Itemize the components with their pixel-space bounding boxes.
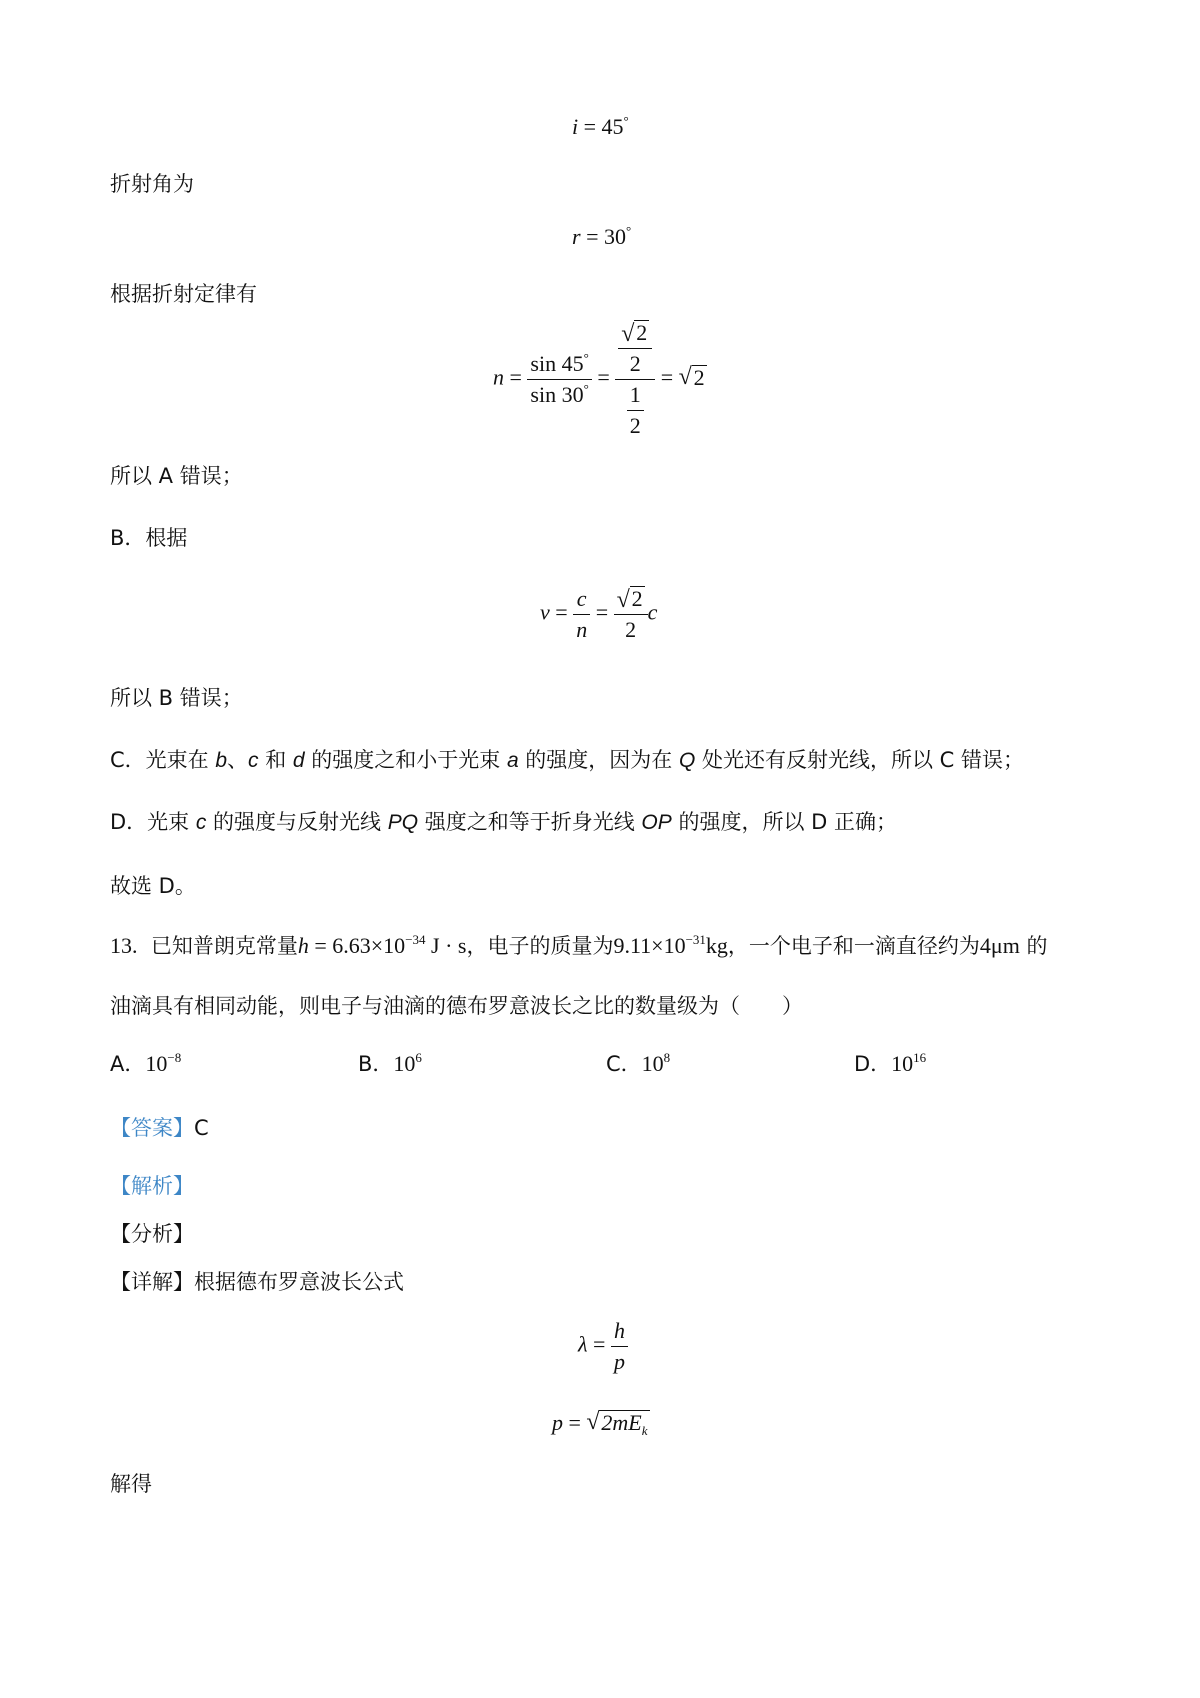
equation-refraction-angle: r = 30° [572, 223, 632, 249]
sqrt-symbol: √ 2 [678, 363, 705, 390]
fraction-one-half: $\frac{1}{2}$ [627, 380, 644, 441]
text-option-c-analysis: C．光束在 b、c 和 d 的强度之和小于光束 a 的强度，因为在 Q 处光还有反射光线，所以 C 错误； [110, 748, 1025, 772]
text-a-wrong: 所以 A 错误； [110, 464, 243, 488]
text-choose-d: 故选 D。 [110, 874, 196, 898]
sqrt-symbol: √ $2mE_k$ [586, 1409, 648, 1438]
question-13-line-2: 油滴具有相同动能，则电子与油滴的德布罗意波长之比的数量级为（ ） [110, 994, 803, 1018]
equation-refractive-index: n = $\frac{\sin 45^\circ}{\sin 30^\circ}$ = √ 2 2 $\frac{1}{2}$ = √ 2 [493, 318, 707, 441]
detail-line: 【详解】根据德布罗意波长公式 [110, 1270, 404, 1294]
text-b-intro: B．根据 [110, 526, 188, 550]
text-snell-law: 根据折射定律有 [110, 282, 257, 306]
answer-value: C [194, 1116, 209, 1140]
option-c[interactable]: C．$10^8$ [606, 1050, 671, 1076]
sqrt-symbol: √ 2 [616, 586, 643, 613]
equation-momentum: p = √ $2mE_k$ [552, 1409, 648, 1438]
fraction-c-over-n: $\frac{c}{n}$ [573, 584, 590, 645]
analysis-tag: 【解析】 [110, 1174, 194, 1198]
question-13-line-1: 13. 已知普朗克常量$h = 6.63\times 10^{-34}$ J · s，电子的质量为$9.11\times 10^{-31}kg$，一个电子和一滴直径约为4μm 的 [110, 932, 1048, 958]
equation-de-broglie: λ = $\frac{h}{p}$ [578, 1316, 628, 1377]
answer-line [110, 1112, 209, 1142]
fraction-compound [615, 318, 655, 441]
fraction-sin: $\frac{\sin 45^\circ}{\sin 30^\circ}$ [527, 349, 591, 410]
fenxi-tag: 【分析】 [110, 1222, 194, 1246]
option-d[interactable]: D．$10^{16}$ [854, 1050, 927, 1076]
equation-incidence-angle: i = 45° [572, 113, 629, 139]
text-option-d-analysis: D．光束 c 的强度与反射光线 PQ 强度之和等于折身光线 OP 的强度，所以 D 正确； [110, 810, 897, 834]
text-b-wrong: 所以 B 错误； [110, 686, 243, 710]
fraction-sqrt2-over-2: √ 2 2 [618, 318, 652, 379]
text-solve: 解得 [110, 1472, 152, 1496]
fraction-sqrt2-over-2: √ 2 2 [614, 584, 648, 645]
option-a[interactable]: A．$10^{-8}$ [110, 1050, 182, 1076]
sqrt-symbol: √ 2 [621, 320, 648, 347]
text-refraction-angle: 折射角为 [110, 172, 194, 196]
question-number: 13. [110, 933, 138, 958]
equation-light-speed: v = $\frac{c}{n}$ = √ 2 2 c [540, 584, 657, 645]
fraction-h-over-p: $\frac{h}{p}$ [611, 1316, 628, 1377]
answer-tag: 【答案】 [110, 1116, 194, 1140]
option-b[interactable]: B．$10^6$ [358, 1050, 422, 1076]
